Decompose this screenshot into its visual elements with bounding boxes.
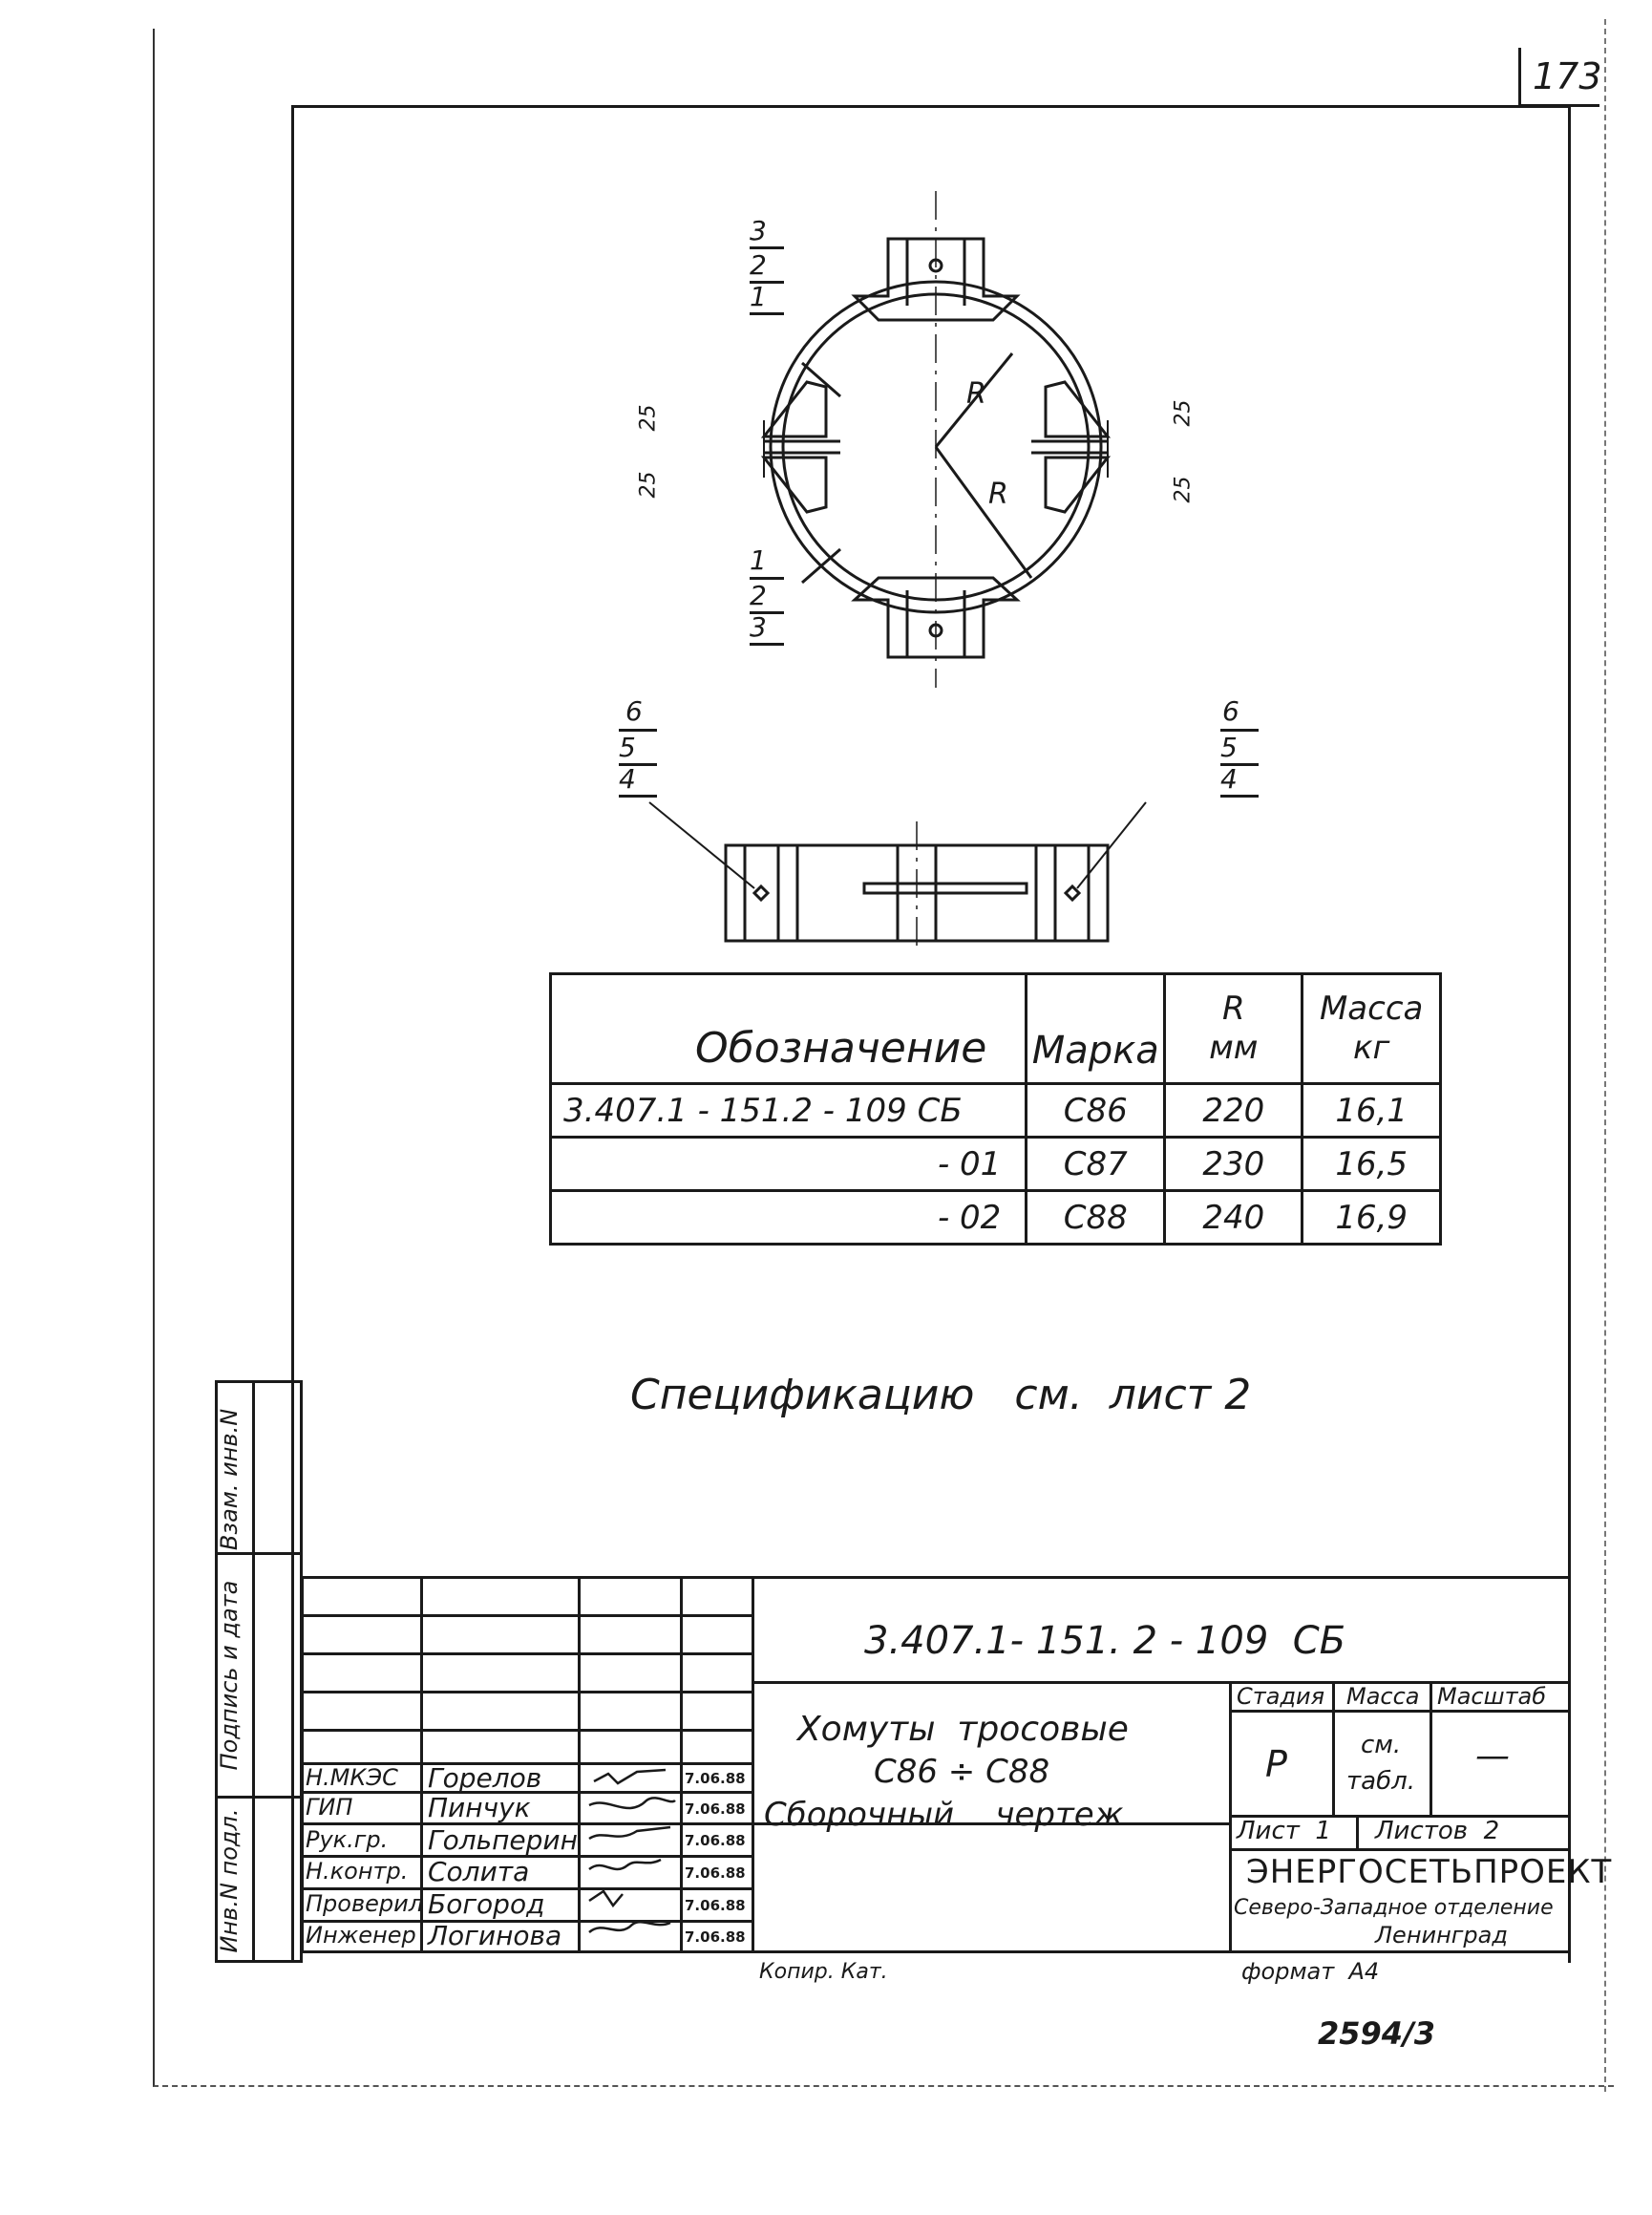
row-mark: С87 — [1027, 1138, 1165, 1191]
sheet-number: 173 — [1533, 55, 1602, 97]
row-designation: - 02 — [551, 1191, 1027, 1245]
leader-bottom-3: 3 — [750, 611, 784, 646]
format-label: формат А4 — [1241, 1958, 1380, 1985]
signer-date: 7.06.88 — [685, 1800, 746, 1818]
plan-leader-left-4: 4 — [619, 763, 657, 798]
assembly-view-drawing — [611, 191, 1241, 688]
plan-leader-left-5: 5 — [619, 729, 657, 766]
signer-role: Инженер — [306, 1922, 416, 1949]
signer-name: Богород — [428, 1888, 545, 1920]
signer-role: Н.МКЭС — [306, 1764, 398, 1791]
copied-by: Копир. Кат. — [759, 1960, 888, 1984]
signer-date: 7.06.88 — [685, 1864, 746, 1882]
header-mass-unit: кг — [1352, 1029, 1390, 1067]
stage-label: Стадия — [1237, 1683, 1325, 1710]
row-designation: - 01 — [551, 1138, 1027, 1191]
signer-name: Гольперин — [428, 1824, 578, 1856]
signer-role: Рук.гр. — [306, 1826, 389, 1853]
scale-value: — — [1475, 1736, 1510, 1776]
signer-date: 7.06.88 — [685, 1897, 746, 1914]
dim-left-lower: 25 — [636, 471, 661, 499]
scale-label: Масштаб — [1437, 1683, 1547, 1710]
dim-right-upper: 25 — [1171, 399, 1196, 427]
dim-right-lower: 25 — [1171, 476, 1196, 503]
header-mass — [1303, 974, 1441, 1084]
leader-top-2: 2 — [750, 246, 784, 284]
tb-divider — [1229, 1848, 1571, 1851]
title-line-1: Хомуты тросовые — [797, 1710, 1129, 1749]
spec-row — [551, 1138, 1441, 1191]
radius-label-lower: R — [988, 478, 1008, 511]
tb-divider — [301, 1652, 754, 1655]
spec-row — [551, 1084, 1441, 1138]
signer-date: 7.06.88 — [685, 1928, 746, 1946]
signer-name: Пинчук — [428, 1792, 531, 1823]
leader-bottom-2: 2 — [750, 577, 784, 614]
tb-divider — [1430, 1681, 1432, 1815]
radius-label-upper: R — [966, 377, 986, 411]
row-r: 240 — [1165, 1191, 1303, 1245]
tb-divider — [301, 1614, 754, 1617]
org-name: ЭНЕРГОСЕТЬПРОЕКТ — [1246, 1853, 1613, 1891]
mass-value-1: см. — [1361, 1731, 1402, 1759]
tb-divider — [1229, 1710, 1571, 1713]
signatures-image — [580, 1762, 680, 1953]
plan-leader-right-4: 4 — [1220, 763, 1259, 798]
title-line-2: С86 ÷ С88 — [874, 1753, 1050, 1791]
specification-note: Спецификацию см. лист 2 — [630, 1371, 1252, 1419]
side-stamp-inv-orig: Инв.N подл. — [216, 1808, 243, 1953]
row-designation: 3.407.1 - 151.2 - 109 СБ — [551, 1084, 1027, 1138]
tb-divider — [301, 1691, 754, 1693]
plan-leader-left-6: 6 — [625, 695, 643, 727]
signer-name: Солита — [428, 1856, 530, 1887]
signer-date: 7.06.88 — [685, 1832, 746, 1849]
tb-divider — [301, 1729, 754, 1732]
side-stamp-sign-date: Подпись и дата — [216, 1580, 243, 1771]
side-stamp-divider — [215, 1796, 303, 1799]
row-mark: С86 — [1027, 1084, 1165, 1138]
mass-label: Масса — [1346, 1683, 1420, 1710]
spec-table — [549, 972, 1442, 1246]
spec-row — [551, 1191, 1441, 1245]
doc-code: 3.407.1- 151. 2 - 109 СБ — [864, 1619, 1346, 1663]
row-mass: 16,5 — [1303, 1138, 1441, 1191]
signer-role: ГИП — [306, 1794, 353, 1821]
signer-name: Горелов — [428, 1762, 542, 1794]
title-line-3: Сборочный чертеж — [764, 1796, 1124, 1834]
row-mass: 16,9 — [1303, 1191, 1441, 1245]
row-mass: 16,1 — [1303, 1084, 1441, 1138]
header-r — [1165, 974, 1303, 1084]
mass-value-2: табл. — [1346, 1767, 1415, 1796]
row-r: 230 — [1165, 1138, 1303, 1191]
tb-divider — [1356, 1815, 1359, 1848]
signer-role: Н.контр. — [306, 1858, 409, 1885]
header-mass-top: Масса — [1319, 990, 1424, 1029]
row-mark: С88 — [1027, 1191, 1165, 1245]
plan-leader-right-6: 6 — [1222, 695, 1239, 727]
dim-left-upper: 25 — [636, 404, 661, 432]
signer-role: Проверил — [306, 1890, 424, 1917]
header-designation: Обозначение — [551, 974, 1027, 1084]
plan-leader-right-5: 5 — [1220, 729, 1259, 766]
signer-name: Логинова — [428, 1920, 562, 1951]
header-mark: Марка — [1027, 974, 1165, 1084]
header-r-unit: мм — [1209, 1029, 1259, 1067]
header-r-top: R — [1221, 990, 1245, 1029]
sheets-label: Листов 2 — [1375, 1817, 1500, 1845]
right-border-line — [1604, 19, 1608, 2092]
leader-top-3: 3 — [750, 215, 767, 246]
leader-top-1: 1 — [750, 281, 784, 315]
stamp-number: 2594/3 — [1318, 2015, 1436, 2052]
org-sub-2: Ленинград — [1375, 1922, 1508, 1949]
spec-header-row — [551, 974, 1441, 1084]
side-stamp-inv-replace: Взам. инв.N — [216, 1408, 243, 1551]
signer-date: 7.06.88 — [685, 1770, 746, 1787]
leader-bottom-1: 1 — [750, 544, 767, 576]
row-r: 220 — [1165, 1084, 1303, 1138]
stage-value: Р — [1265, 1743, 1287, 1785]
plan-view-drawing — [611, 764, 1184, 955]
side-stamp-divider — [252, 1380, 255, 1963]
org-sub-1: Северо-Западное отделение — [1234, 1896, 1554, 1920]
tb-divider — [1332, 1681, 1335, 1815]
sheet-label: Лист 1 — [1237, 1817, 1331, 1845]
